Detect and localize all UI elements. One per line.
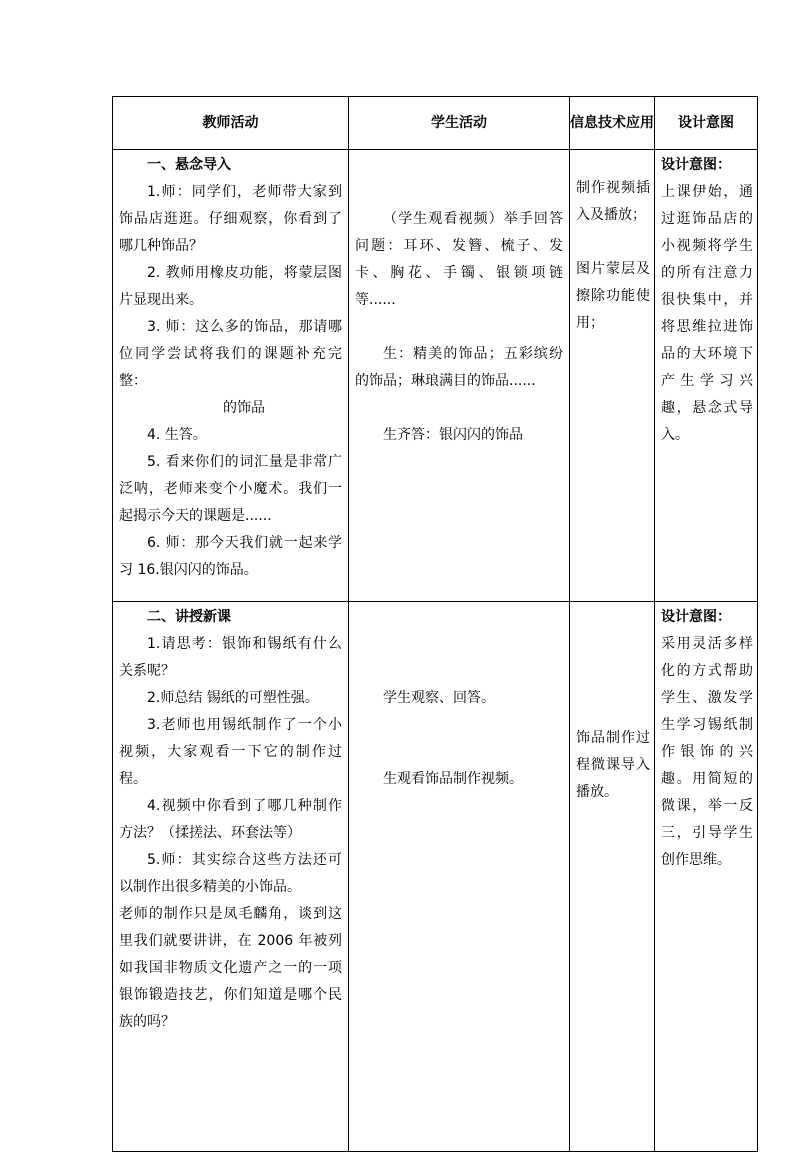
teacher-step: 2. 教师用橡皮功能，将蒙层图片显现出来。	[119, 265, 342, 308]
teacher-step: 1.请思考：银饰和锡纸有什么关系呢？	[119, 636, 342, 679]
tech-application-cell	[570, 602, 655, 1152]
section-heading: 二、讲授新课	[147, 609, 231, 625]
design-intent-cell	[655, 150, 758, 602]
teacher-activity-cell	[113, 150, 349, 602]
header-row	[113, 97, 758, 150]
teacher-step: 5.师：其实综合这些方法还可以制作出很多精美的小饰品。	[119, 852, 342, 895]
student-activity-cell	[349, 602, 570, 1152]
header-teacher-activity: 教师活动	[113, 97, 349, 150]
table-row	[113, 150, 758, 602]
teacher-step: 6. 师：那今天我们就一起来学习 16.银闪闪的饰品。	[119, 535, 342, 578]
teacher-activity-cell	[113, 602, 349, 1152]
student-response: 生齐答：银闪闪的饰品	[383, 427, 523, 443]
header-tech-application: 信息技术应用	[570, 97, 655, 150]
student-response: （学生观看视频）举手回答问题：耳环、发簪、梳子、发卡、胸花、手镯、银锁项链等......	[355, 211, 563, 308]
student-activity-cell	[349, 150, 570, 602]
teacher-step: 3. 师：这么多的饰品，那请哪位同学尝试将我们的课题补充完整： 的饰品	[119, 319, 342, 416]
teacher-step: 3.老师也用锡纸制作了一个小视频，大家观看一下它的制作过程。	[119, 717, 342, 787]
teacher-step: 4.视频中你看到了哪几种制作方法？（揉搓法、环套法等）	[119, 798, 342, 841]
design-intent-text: 采用灵活多样化的方式帮助学生、激发学生学习锡纸制作银饰的兴趣。用简短的微课，举一反三，引导学生创作思维。	[661, 636, 753, 868]
student-response: 学生观察、回答。	[383, 690, 495, 706]
teacher-step: 1.师：同学们，老师带大家到饰品店逛逛。仔细观察，你看到了哪几种饰品？	[119, 184, 342, 254]
teacher-step: 老师的制作只是凤毛麟角，谈到这里我们就要讲讲，在 2006 年被列如我国非物质文化遗产之一的一项银饰锻造技艺，你们知道是哪个民族的吗？	[119, 906, 342, 1030]
lesson-plan-table	[112, 96, 758, 1152]
table-row	[113, 602, 758, 1152]
section-heading: 一、悬念导入	[147, 157, 231, 173]
design-intent-label: 设计意图：	[661, 609, 731, 625]
design-intent-label: 设计意图：	[661, 157, 731, 173]
student-response: 生：精美的饰品；五彩缤纷的饰品；琳琅满目的饰品......	[355, 346, 563, 389]
tech-item: 图片蒙层及擦除功能使用；	[576, 261, 650, 331]
tech-application-cell	[570, 150, 655, 602]
tech-item: 制作视频插入及播放；	[576, 180, 650, 223]
header-student-activity: 学生活动	[349, 97, 570, 150]
design-intent-cell	[655, 602, 758, 1152]
header-design-intent: 设计意图	[655, 97, 758, 150]
student-response: 生观看饰品制作视频。	[383, 771, 523, 787]
teacher-step: 5. 看来你们的词汇量是非常广泛呐，老师来变个小魔术。我们一起揭示今天的课题是......	[119, 454, 342, 524]
teacher-step: 2.师总结 锡纸的可塑性强。	[147, 690, 319, 706]
tech-item: 饰品制作过程微课导入播放。	[576, 730, 650, 800]
teacher-step: 4. 生答。	[147, 427, 207, 443]
design-intent-text: 上课伊始，通过逛饰品店的小视频将学生的所有注意力很快集中，并将思维拉进饰品的大环境下产生学习兴趣，悬念式导入。	[661, 184, 753, 443]
